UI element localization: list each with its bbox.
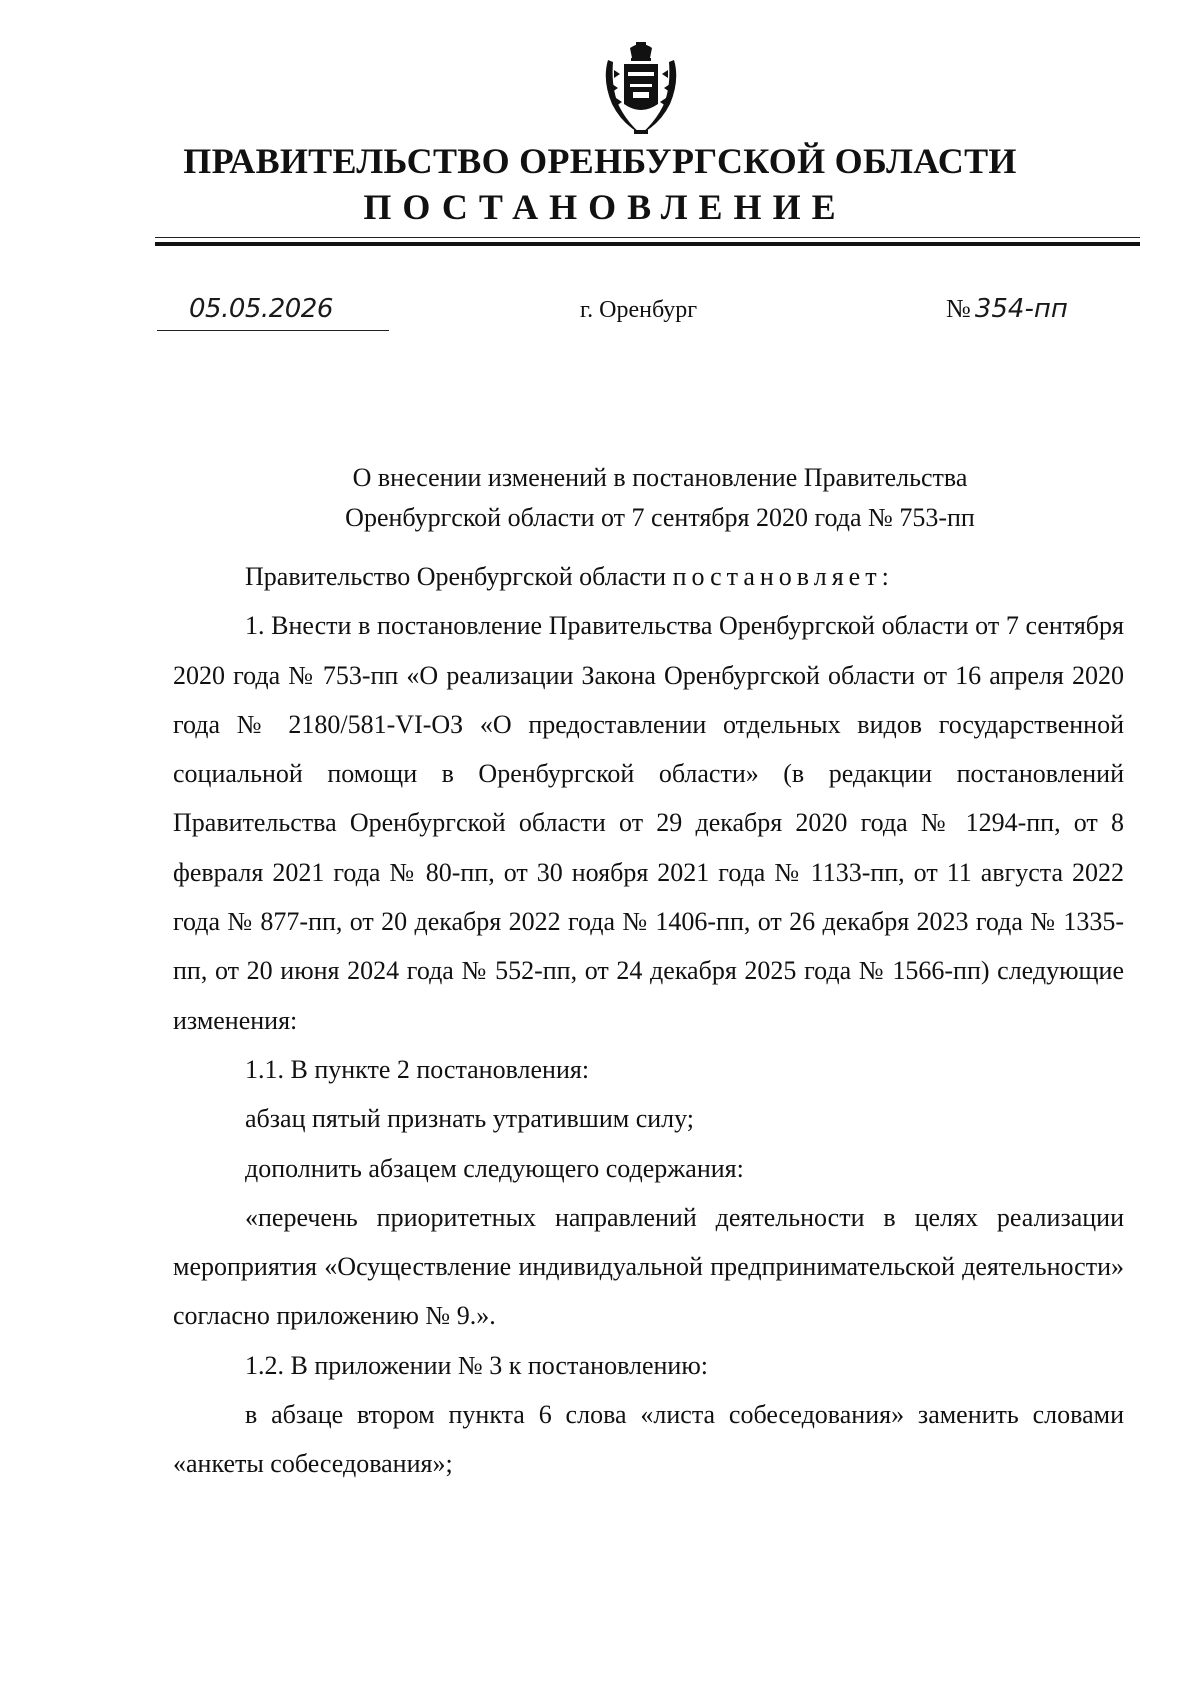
header-rule-thick: [155, 242, 1140, 246]
date-field: [157, 296, 389, 331]
document-type: ПОСТАНОВЛЕНИЕ: [363, 187, 847, 227]
paragraph-1: 1. Внести в постановление Правительства Оренбургской области от 7 сентября 2020 года № 753-пп «О реализации Закона Оренбургской области от 16 апреля 2020 года № 2180/581-VI-ОЗ «О предоставлении отдельных видов государственной социальной помощи в Оренбургской области» (в редакции постановлений Правительства Оренбургской области от 29 декабря 2020 года № 1294-пп, от 8 февраля 2021 года № 80-пп, от 30 ноября 2021 года № 1133-пп, от 11 августа 2022 года № 877-пп, от 20 декабря 2022 года № 1406-пп, от 26 декабря 2023 года № 1335-пп, от 20 июня 2024 года № 552-пп, от 24 декабря 2025 года № 1566-пп) следующие изменения:: [173, 611, 1124, 1035]
paragraph-1-1-a: абзац пятый признать утратившим силу;: [245, 1104, 695, 1134]
paragraph-1-2: 1.2. В приложении № 3 к постановлению:: [245, 1350, 708, 1380]
number-field: [946, 294, 1068, 324]
handwritten-date: 05.05.2026: [189, 294, 333, 324]
number-prefix: №: [946, 294, 971, 323]
header-rule-thin: [155, 237, 1140, 238]
subject-line-2: Оренбургской области от 7 сентября 2020 года № 753-пп: [345, 503, 975, 532]
preamble-verb: постановляет:: [672, 562, 894, 591]
coat-of-arms-icon: [600, 40, 682, 140]
document-subject: [260, 458, 1060, 538]
city-label: г. Оренбург: [580, 297, 698, 323]
subject-line-1: О внесении изменений в постановление Правительства: [352, 463, 968, 492]
paragraph-1-1: 1.1. В пункте 2 постановления:: [245, 1054, 590, 1084]
preamble: [173, 552, 1124, 601]
preamble-text: Правительство Оренбургской области: [245, 562, 673, 591]
paragraph-1-1-c: «перечень приоритетных направлений деятельности в целях реализации мероприятия «Осуществление индивидуальной предпринимательской деятельности» согласно приложению № 9.».: [173, 1202, 1124, 1331]
handwritten-number: 354-пп: [974, 294, 1068, 324]
paragraph-1-1-b: дополнить абзацем следующего содержания:: [245, 1153, 744, 1183]
document-body: [173, 552, 1124, 1489]
organization-title: ПРАВИТЕЛЬСТВО ОРЕНБУРГСКОЙ ОБЛАСТИ: [183, 141, 1017, 181]
paragraph-1-2-a: в абзаце втором пункта 6 слова «листа собеседования» заменить словами «анкеты собеседования»;: [173, 1400, 1124, 1479]
